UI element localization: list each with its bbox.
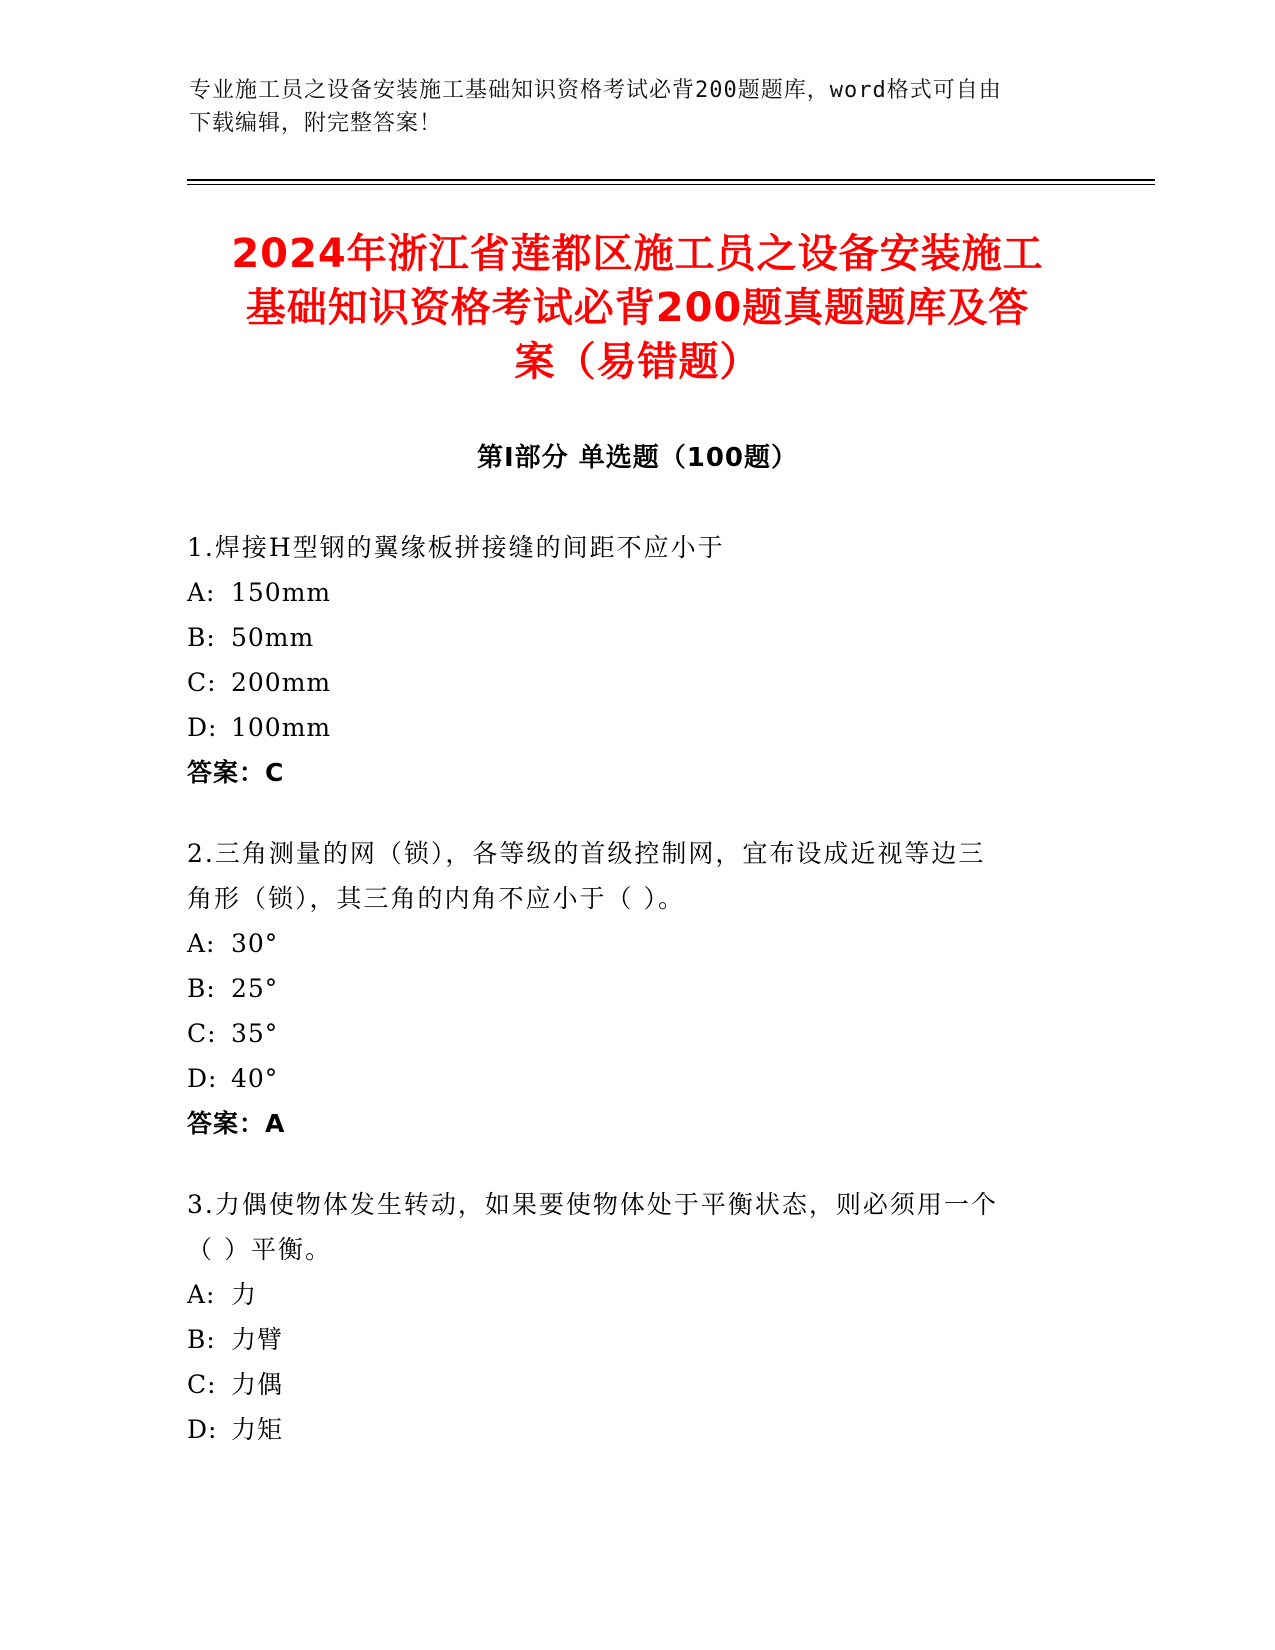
header-divider-thin xyxy=(187,184,1155,185)
option-text: 150mm xyxy=(231,578,332,607)
option-letter: A: xyxy=(187,1280,216,1309)
option-text: 力矩 xyxy=(231,1415,284,1444)
header-note-line-1: 专业施工员之设备安装施工基础知识资格考试必背200题题库，word格式可自由 xyxy=(189,78,1002,103)
answer-line: 答案：C xyxy=(187,758,285,787)
document-title-line-2: 基础知识资格考试必背200题真题题库及答 xyxy=(245,285,1030,331)
option-letter: C: xyxy=(187,668,217,697)
answer-line: 答案：A xyxy=(187,1109,286,1138)
section-heading: 第I部分 单选题（100题） xyxy=(477,443,798,473)
header-note-line-2: 下载编辑，附完整答案！ xyxy=(189,111,443,136)
option-letter: D: xyxy=(187,713,218,742)
option-d xyxy=(187,1407,1067,1452)
option-letter: D: xyxy=(187,1415,218,1444)
option-a xyxy=(187,1272,1067,1317)
question-stem: 1.焊接H型钢的翼缘板拼接缝的间距不应小于 xyxy=(187,533,725,562)
option-b xyxy=(187,615,1067,660)
option-d xyxy=(187,705,1067,750)
option-text: 35° xyxy=(231,1019,279,1048)
option-letter: B: xyxy=(187,974,216,1003)
option-text: 力臂 xyxy=(231,1325,284,1354)
document-title xyxy=(190,227,1085,389)
option-text: 30° xyxy=(231,929,279,958)
option-d xyxy=(187,1056,1067,1101)
question-1 xyxy=(187,525,1067,795)
option-text: 力偶 xyxy=(231,1370,284,1399)
option-letter: A: xyxy=(187,929,216,958)
option-text: 200mm xyxy=(231,668,332,697)
option-b xyxy=(187,966,1067,1011)
option-text: 100mm xyxy=(231,713,332,742)
option-text: 力 xyxy=(231,1280,258,1309)
document-title-line-3: 案（易错题） xyxy=(514,339,761,385)
option-text: 40° xyxy=(231,1064,279,1093)
option-c xyxy=(187,660,1067,705)
option-a xyxy=(187,570,1067,615)
option-c xyxy=(187,1011,1067,1056)
question-stem-continued: （ ）平衡。 xyxy=(187,1235,332,1264)
question-stem: 3.力偶使物体发生转动，如果要使物体处于平衡状态，则必须用一个 xyxy=(187,1190,998,1219)
option-letter: C: xyxy=(187,1019,217,1048)
option-letter: C: xyxy=(187,1370,217,1399)
option-a xyxy=(187,921,1067,966)
question-stem: 2.三角测量的网（锁），各等级的首级控制网，宜布设成近视等边三 xyxy=(187,839,986,868)
document-title-line-1: 2024年浙江省莲都区施工员之设备安装施工 xyxy=(231,231,1044,277)
option-letter: B: xyxy=(187,1325,216,1354)
question-list xyxy=(187,525,1067,1488)
option-c xyxy=(187,1362,1067,1407)
question-3 xyxy=(187,1182,1067,1452)
option-b xyxy=(187,1317,1067,1362)
option-letter: B: xyxy=(187,623,216,652)
header-divider-thick xyxy=(187,179,1155,181)
question-2 xyxy=(187,831,1067,1146)
option-text: 50mm xyxy=(231,623,315,652)
option-letter: D: xyxy=(187,1064,218,1093)
option-letter: A: xyxy=(187,578,216,607)
option-text: 25° xyxy=(231,974,279,1003)
question-stem-continued: 角形（锁），其三角的内角不应小于（ ）。 xyxy=(187,884,685,913)
header-note xyxy=(189,74,1069,140)
